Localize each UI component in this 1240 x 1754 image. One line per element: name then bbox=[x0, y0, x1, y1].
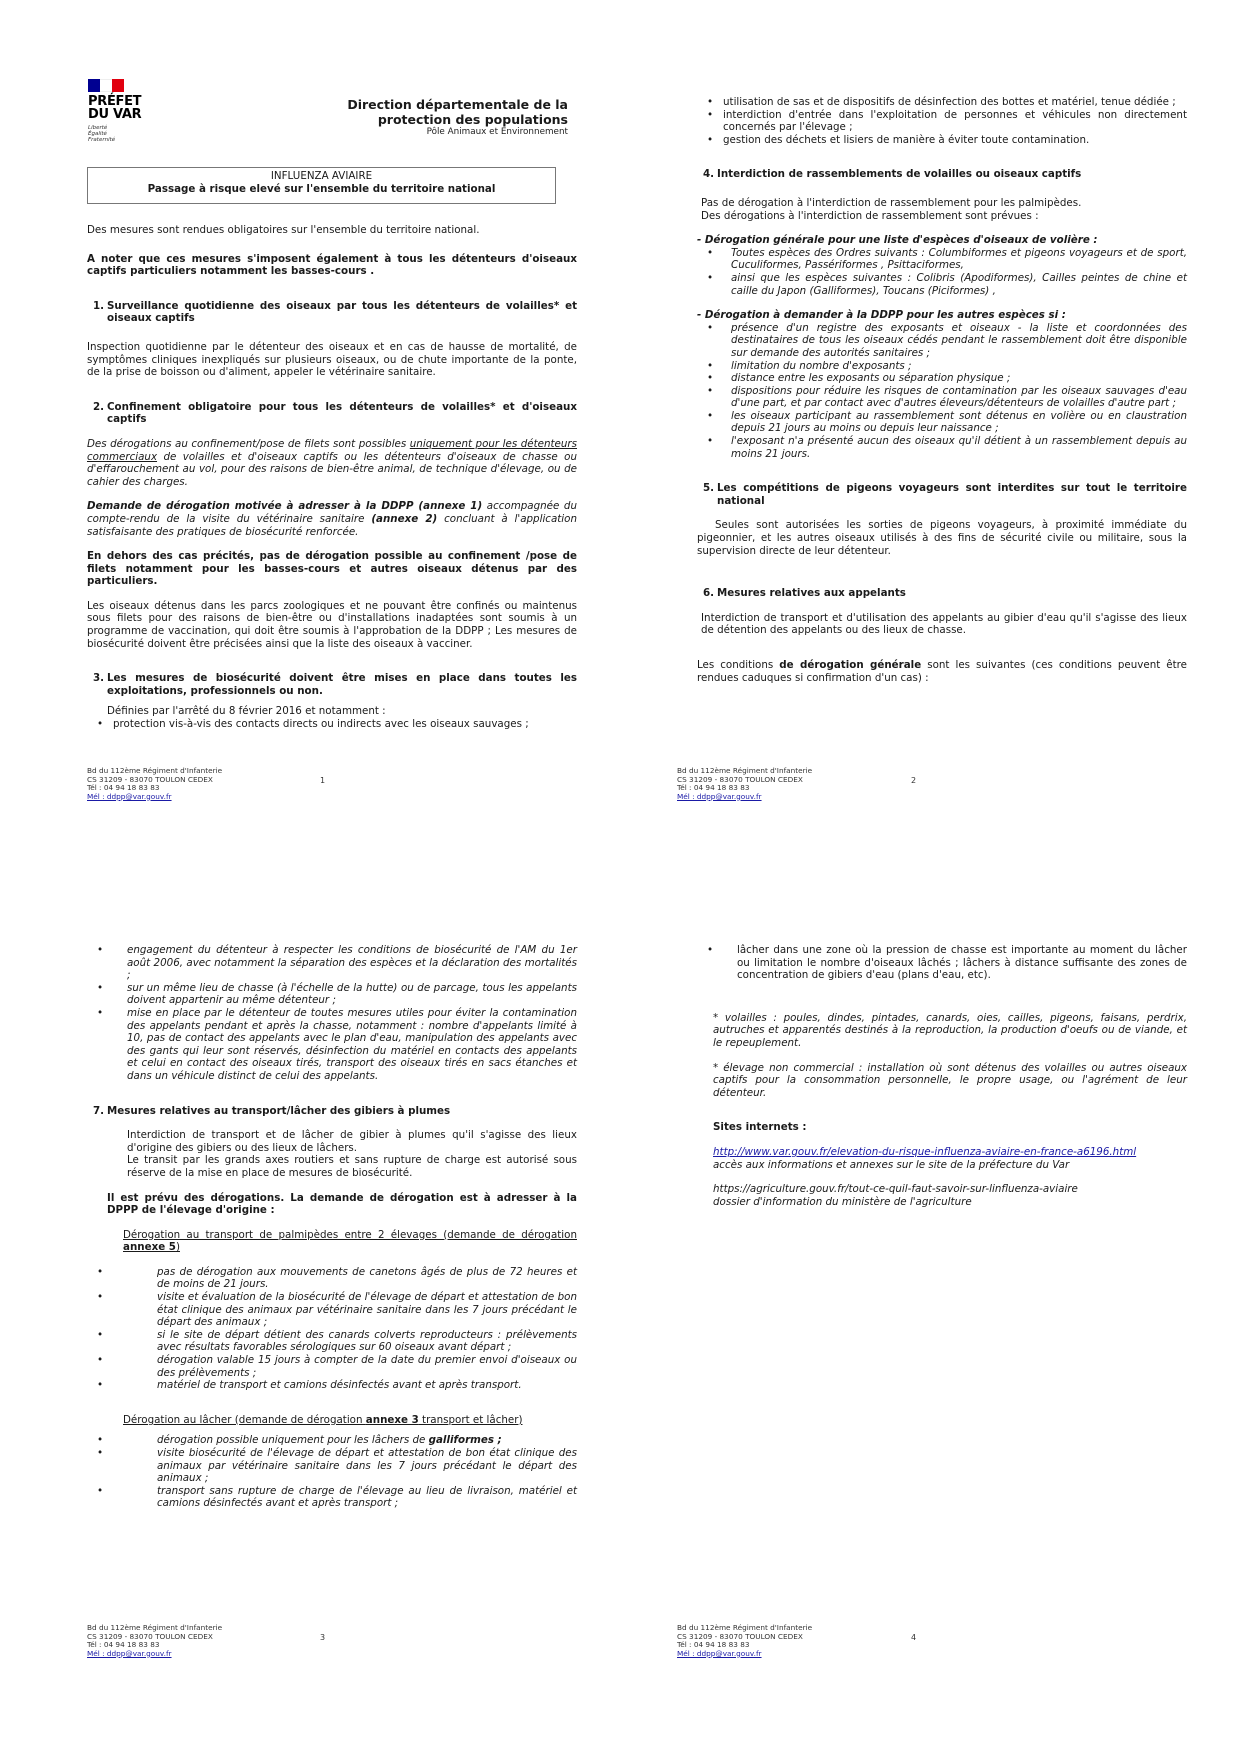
d2-title-a: Dérogation au lâcher (demande de dérogation bbox=[123, 1413, 366, 1426]
page-3 bbox=[87, 944, 577, 1510]
footer-address: Bd du 112ème Régiment d'Infanterie bbox=[87, 1623, 223, 1632]
s2-p1-b: de volailles et d'oiseaux captifs ou les détenteurs d'oiseaux de chasse ou d'effarouchement au vol, pour des raisons de bien-être animal, de technique d'élevage, ou de cahier des charges. bbox=[87, 450, 577, 488]
link-1-description: accès aux informations et annexes sur le site de la préfecture du Var bbox=[713, 1158, 1070, 1171]
section-5-title: Les compétitions de pigeons voyageurs sont interdites sur tout le territoire national bbox=[717, 482, 1187, 507]
d2-item1-b: galliformes ; bbox=[428, 1434, 502, 1447]
section-3-bullet-1: • protection vis-à-vis des contacts directs ou indirects avec les oiseaux sauvages ; bbox=[87, 718, 577, 731]
group-2-item-1: • présence d'un registre des exposants et oiseaux - la liste et coordonnées des destinataires de tous les oiseaux cédés pendant le rassemblement doit être disponible sur demande des autorités sanitaires ; bbox=[697, 322, 1187, 360]
footnote-elevage: * élevage non commercial : installation où sont détenus des volailles ou autres oiseaux captifs pour la consommation personnelle, le propre usage, ou l'agrément de leur détenteur. bbox=[713, 1061, 1187, 1099]
d1-item-5: • matériel de transport et camions désinfectés avant et après transport. bbox=[87, 1379, 577, 1392]
footer-mail[interactable]: Mél : ddpp@var.gouv.fr bbox=[677, 791, 762, 801]
section-3-title: Les mesures de biosécurité doivent être mises en place dans toutes les exploitations, professionnels ou non. bbox=[107, 672, 577, 697]
section-4-group-1-title: - Dérogation générale pour une liste d'espèces d'oiseaux de volière : bbox=[697, 234, 1098, 247]
page-4-bullet-1: • lâcher dans une zone où la pression de chasse est importante au moment du lâcher ou limitation le nombre d'oiseaux lâchés ; lâchers à distance suffisante des zones de concentration de gibiers d'eau (plans d'eau, etc). bbox=[697, 944, 1187, 982]
section-7-title: Mesures relatives au transport/lâcher des gibiers à plumes bbox=[107, 1104, 451, 1117]
note-text: A noter que ces mesures s'imposent également à tous les détenteurs d'oiseaux captifs particuliers notamment les basses-cours . bbox=[87, 252, 577, 278]
group-1-item-1: • Toutes espèces des Ordres suivants : Columbiformes et pigeons voyageurs et de sport, Cuculiformes, Passériformes , Psittaciformes, bbox=[697, 247, 1187, 272]
devise: Liberté Égalité Fraternité bbox=[88, 125, 116, 143]
link-2-url[interactable]: https://agriculture.gouv.fr/tout-ce-quil-faut-savoir-sur-linfluenza-aviaire bbox=[713, 1183, 1078, 1196]
page-number-3: 3 bbox=[320, 1633, 326, 1642]
d1-item-3: • si le site de départ détient des canards colverts reproducteurs : prélèvements avec résultats favorables sérologiques sur 60 oiseaux avant départ ; bbox=[87, 1329, 577, 1354]
document-title-box bbox=[87, 167, 556, 204]
tricolor-flag-icon bbox=[88, 79, 124, 92]
page-3-bullet-2: • sur un même lieu de chasse (à l'échelle de la hutte) ou de parcage, tous les appelants doivent appartenir au même détenteur ; bbox=[87, 982, 577, 1007]
section-4-p1: Pas de dérogation à l'interdiction de rassemblement pour les palmipèdes. bbox=[701, 196, 1082, 209]
prefet-logo bbox=[88, 79, 148, 143]
section-2-heading bbox=[87, 401, 577, 426]
section-1-heading bbox=[87, 300, 577, 325]
section-4-number: 4. bbox=[703, 168, 715, 181]
s2-p2-c: (annexe 2) bbox=[371, 512, 438, 525]
section-7-p1: Interdiction de transport et de lâcher de gibier à plumes qu'il s'agisse des lieux d'origine des gibiers ou des lieux de lâchers. bbox=[127, 1129, 577, 1154]
footer-page-2 bbox=[677, 767, 812, 801]
section-4-title: Interdiction de rassemblements de volailles ou oiseaux captifs bbox=[717, 168, 1082, 181]
footer-mail[interactable]: Mél : ddpp@var.gouv.fr bbox=[87, 1648, 172, 1658]
group-2-item-5: • les oiseaux participant au rassemblement sont détenus en volière ou en claustration depuis 21 jours au moins ou depuis leur naissance ; bbox=[697, 410, 1187, 435]
section-2-p2 bbox=[87, 500, 577, 538]
section-7-heading bbox=[87, 1105, 577, 1118]
section-2-p3: En dehors des cas précités, pas de dérogation possible au confinement /pose de filets notamment pour les basses-cours et autres oiseaux détenus par des particuliers. bbox=[87, 550, 577, 588]
page-number-2: 2 bbox=[911, 776, 917, 785]
section-3-heading bbox=[87, 672, 577, 697]
s6-cond-c: sont les suivantes (ces conditions peuvent être rendues caduques si confirmation d'un cas) : bbox=[697, 659, 1188, 684]
d2-item-2: • visite biosécurité de l'élevage de départ et attestation de bon état clinique des animaux par vétérinaire sanitaire dans les 7 jours précédant le départ des animaux ; bbox=[87, 1447, 577, 1485]
page-3-bullet-3: • mise en place par le détenteur de toutes mesures utiles pour éviter la contamination des appelants pendant et après la chasse, notamment : nombre d'appelants limité à 10, pas de contact des appelants avec le plan d'eau, manipulation des appelants avec des gants qui leur sont réservés, désinfection du matériel en contacts des appelants et celui en contact des oiseaux tirés, transport des oiseaux tirés en sacs étanches et dans un véhicule distinct de celui des appelants. bbox=[87, 1007, 577, 1083]
d1-item-1: • pas de dérogation aux mouvements de canetons âgés de plus de 72 heures et de moins de 21 jours. bbox=[87, 1266, 577, 1291]
footer-mail[interactable]: Mél : ddpp@var.gouv.fr bbox=[87, 791, 172, 801]
prefet-line2: DU VAR bbox=[88, 107, 142, 122]
section-1-text: Inspection quotidienne par le détenteur des oiseaux et en cas de hausse de mortalité, de symptômes cliniques inexpliqués sur plusieurs oiseaux, ou de chute importante de la ponte, de la prise de boisson ou d'aliment, appeler le vétérinaire sanitaire. bbox=[87, 340, 577, 379]
link-1-url[interactable]: http://www.var.gouv.fr/elevation-du-risque-influenza-aviaire-en-france-a6196.html bbox=[713, 1145, 1137, 1158]
footer-mail[interactable]: Mél : ddpp@var.gouv.fr bbox=[677, 1648, 762, 1658]
section-1-number: 1. bbox=[93, 299, 105, 312]
group-2-item-3: • distance entre les exposants ou séparation physique ; bbox=[697, 372, 1187, 385]
footer-cs: CS 31209 - 83070 TOULON CEDEX bbox=[87, 1631, 213, 1641]
intro-text: Des mesures sont rendues obligatoires sur l'ensemble du territoire national. bbox=[87, 224, 480, 236]
footer-page-3 bbox=[87, 1624, 222, 1658]
d1-annexe: annexe 5 bbox=[123, 1241, 176, 1254]
page-3-bullet-1: • engagement du détenteur à respecter les conditions de biosécurité de l'AM du 1er août 2006, avec notamment la séparation des espèces et la déclaration des mortalités ; bbox=[87, 944, 577, 982]
page-1 bbox=[87, 224, 577, 731]
group-1-item-2: • ainsi que les espèces suivantes : Colibris (Apodiformes), Cailles peintes de chine et caille du Japon (Galliformes), Toucans (Piciformes) , bbox=[697, 272, 1187, 297]
page-2-bullet-2: • interdiction d'entrée dans l'exploitation de personnes et véhicules non directement concernés par l'élevage ; bbox=[697, 109, 1187, 134]
section-5-text: Seules sont autorisées les sorties de pigeons voyageurs, à proximité immédiate du pigeonnier, et les autres oiseaux utilisés à des fins de sécurité civile ou militaire, sous la supervision directe de leur détenteur. bbox=[697, 519, 1187, 557]
footer-cs: CS 31209 - 83070 TOULON CEDEX bbox=[677, 774, 803, 784]
section-4-p2: Des dérogations à l'interdiction de rassemblement sont prévues : bbox=[701, 209, 1039, 222]
section-6-number: 6. bbox=[703, 587, 715, 600]
title-line2: Passage à risque elevé sur l'ensemble du territoire national bbox=[147, 183, 496, 195]
section-3-intro: Définies par l'arrêté du 8 février 2016 et notamment : bbox=[107, 705, 386, 718]
page-number-1: 1 bbox=[320, 776, 326, 785]
section-3-number: 3. bbox=[93, 672, 105, 685]
d2-title-b: annexe 3 bbox=[365, 1413, 419, 1426]
direction-line2: protection des populations bbox=[377, 112, 568, 127]
footer-tel: Tél : 04 94 18 83 83 bbox=[87, 1640, 160, 1650]
d2-item-3: • transport sans rupture de charge de l'élevage au lieu de livraison, matériel et camions désinfectés avant et après transport ; bbox=[87, 1485, 577, 1510]
title-line1: INFLUENZA AVIAIRE bbox=[270, 170, 373, 182]
section-2-p4: Les oiseaux détenus dans les parcs zoologiques et ne pouvant être confinés ou maintenus sous filets pour des raisons de bien-être ou d'installations inadaptées sont soumis à un programme de vaccination, qui doit être soumis à l'approbation de la DDPP ; Les mesures de biosécurité doivent être précisées ainsi que la liste des oiseaux à vacciner. bbox=[87, 599, 577, 650]
footnote-volailles: * volailles : poules, dindes, pintades, canards, oies, cailles, pigeons, faisans, perdrix, autruches et apparentés destinés à la reproduction, la production d'oeufs ou de viande, et le repeuplement. bbox=[713, 1011, 1187, 1049]
section-2-p1 bbox=[87, 438, 577, 488]
section-5-number: 5. bbox=[703, 482, 715, 495]
section-7-p2: Le transit par les grands axes routiers et sans rupture de charge est autorisé sous réserve de la mise en place de mesures de biosécurité. bbox=[127, 1154, 577, 1179]
s6-cond-b: de dérogation générale bbox=[779, 659, 922, 671]
footer-tel: Tél : 04 94 18 83 83 bbox=[87, 783, 160, 793]
d2-item1-a: dérogation possible uniquement pour les lâchers de bbox=[157, 1434, 429, 1447]
group-2-item-6: • l'exposant n'a présenté aucun des oiseaux qu'il détient à un rassemblement depuis au moins 21 jours. bbox=[697, 435, 1187, 460]
footer-cs: CS 31209 - 83070 TOULON CEDEX bbox=[87, 774, 213, 784]
footer-page-4 bbox=[677, 1624, 812, 1658]
d1-item-4: • dérogation valable 15 jours à compter de la date du premier envoi d'oiseaux ou des prélèvements ; bbox=[87, 1354, 577, 1379]
footer-cs: CS 31209 - 83070 TOULON CEDEX bbox=[677, 1631, 803, 1641]
footer-address: Bd du 112ème Régiment d'Infanterie bbox=[677, 1623, 813, 1632]
page-2-bullet-3: • gestion des déchets et lisiers de manière à éviter toute contamination. bbox=[697, 134, 1187, 147]
d2-item-1 bbox=[87, 1434, 577, 1447]
section-2-number: 2. bbox=[93, 400, 105, 413]
d2-title-c: transport et lâcher) bbox=[418, 1413, 523, 1426]
footer-page-1 bbox=[87, 767, 222, 801]
section-4-group-2-title: - Dérogation à demander à la DDPP pour les autres espèces si : bbox=[697, 309, 1066, 322]
page-4 bbox=[697, 944, 1187, 1208]
sites-title: Sites internets : bbox=[713, 1121, 807, 1134]
derogation-1-title: Dérogation au transport de palmipèdes entre 2 élevages (demande de dérogation annexe 5) bbox=[123, 1228, 577, 1254]
footer-address: Bd du 112ème Régiment d'Infanterie bbox=[677, 766, 813, 775]
prefet-line1: PRÉFET bbox=[88, 94, 142, 109]
s2-p1-a: Des dérogations au confinement/pose de filets sont possibles bbox=[87, 437, 410, 450]
s2-p2-d: concluant à l'application satisfaisante des pratiques de biosécurité renforcée. bbox=[87, 512, 577, 538]
link-2-description: dossier d'information du ministère de l'agriculture bbox=[713, 1195, 972, 1208]
group-2-item-2: • limitation du nombre d'exposants ; bbox=[697, 360, 1187, 373]
pole-name: Pôle Animaux et Environnement bbox=[426, 127, 568, 137]
section-5-heading bbox=[697, 482, 1187, 507]
section-7-p3: Il est prévu des dérogations. La demande de dérogation est à adresser à la DPPP de l'élevage d'origine : bbox=[107, 1191, 577, 1217]
section-4-heading bbox=[697, 168, 1187, 181]
direction-line1: Direction départementale de la bbox=[347, 97, 568, 112]
d1-title: Dérogation au transport de palmipèdes entre 2 élevages (demande de dérogation bbox=[123, 1228, 577, 1241]
s6-cond-a: Les conditions bbox=[697, 659, 780, 671]
s2-p1-underline: uniquement pour les détenteurs commerciaux bbox=[87, 437, 578, 463]
page-2-bullet-1: • utilisation de sas et de dispositifs de désinfection des bottes et matériel, tenue dédiée ; bbox=[697, 96, 1187, 109]
footer-tel: Tél : 04 94 18 83 83 bbox=[677, 1640, 750, 1650]
s2-p2-b: accompagnée du compte-rendu de la visite du vétérinaire sanitaire bbox=[87, 500, 577, 525]
group-2-item-4: • dispositions pour réduire les risques de contamination par les oiseaux sauvages d'eau d'une part, et par contact avec d'autres éleveurs/détenteurs de volailles d'autre part ; bbox=[697, 385, 1187, 410]
footer-address: Bd du 112ème Régiment d'Infanterie bbox=[87, 766, 223, 775]
page-2 bbox=[697, 96, 1187, 684]
footer-tel: Tél : 04 94 18 83 83 bbox=[677, 783, 750, 793]
d1-item-2: • visite et évaluation de la biosécurité de l'élevage de départ et attestation de bon état clinique des animaux par vétérinaire sanitaire dans les 7 jours précédant le départ des animaux ; bbox=[87, 1291, 577, 1329]
direction-header bbox=[338, 97, 568, 138]
section-6-conditions bbox=[697, 659, 1187, 684]
section-6-title: Mesures relatives aux appelants bbox=[717, 587, 906, 600]
section-7-number: 7. bbox=[93, 1104, 105, 1117]
section-6-text: Interdiction de transport et d'utilisation des appelants au gibier d'eau qu'il s'agisse des lieux de détention des appelants ou des lieux de chasse. bbox=[701, 611, 1187, 637]
section-2-title: Confinement obligatoire pour tous les détenteurs de volailles* et d'oiseaux captifs bbox=[107, 400, 577, 426]
section-6-heading bbox=[697, 587, 1187, 600]
page-number-4: 4 bbox=[911, 1633, 917, 1642]
section-1-title: Surveillance quotidienne des oiseaux par tous les détenteurs de volailles* et oiseaux captifs bbox=[107, 299, 577, 325]
s2-p2-a: Demande de dérogation motivée à adresser à la DDPP (annexe 1) bbox=[87, 500, 483, 513]
derogation-2-title bbox=[87, 1414, 577, 1427]
link-1[interactable] bbox=[697, 1146, 1187, 1159]
